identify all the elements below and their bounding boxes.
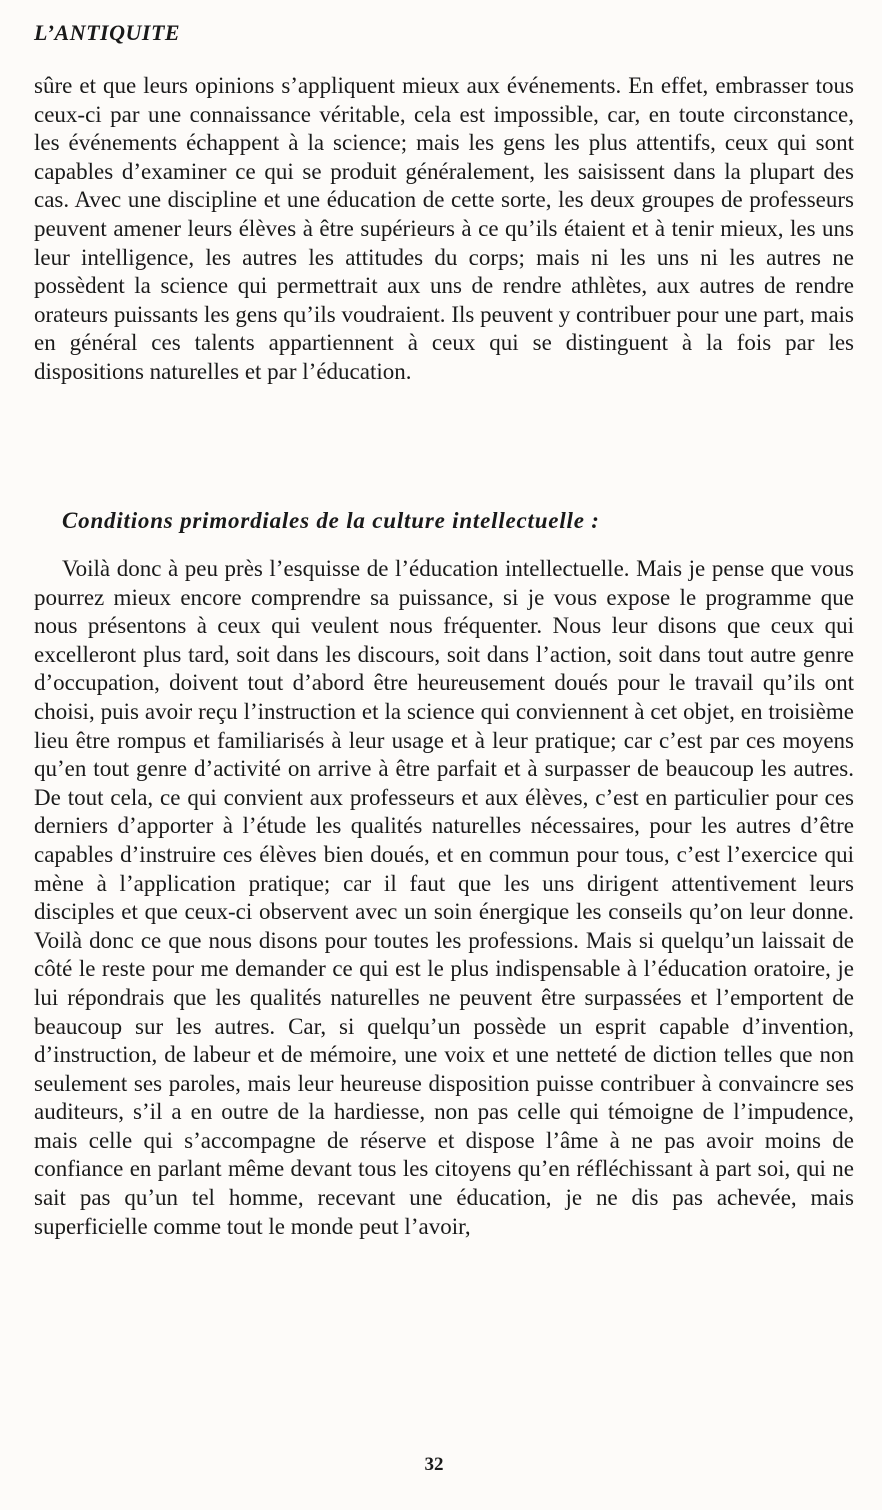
- section-heading: Conditions primordiales de la culture intellectuelle :: [62, 508, 600, 533]
- body-paragraph-1: sûre et que leurs opinions s’appliquent mieux aux événements. En effet, embrasser tous ceux-ci par une connaissance véritable, cela est impossible, car, en toute circonstance, les événements échappent à la science; mais les gens les plus attentifs, ceux qui sont capables d’examiner ce qui se produit généralement, les saisissent dans la plupart des cas. Avec une discipline et une éducation de cette sorte, les deux groupes de professeurs peuvent amener leurs élèves à être supérieurs à ce qu’ils étaient et à tenir mieux, les uns leur intelligence, les autres les attitudes du corps; mais ni les uns ni les autres ne possèdent la science qui permettrait aux uns de rendre athlètes, aux autres de rendre orateurs puissants les gens qu’ils voudraient. Ils peuvent y contribuer pour une part, mais en général ces talents appartiennent à ceux qui se distinguent à la fois par les dispositions naturelles et par l’éducation.: [34, 73, 854, 384]
- running-title: L’ANTIQUITE: [34, 20, 181, 45]
- page-number: 32: [424, 1454, 444, 1475]
- body-paragraph-2: Voilà donc à peu près l’esquisse de l’éducation intellectuelle. Mais je pense que vous pourrez mieux encore comprendre sa puissance, si je vous expose le programme que nous présentons à ceux qui veulent nous fréquenter. Nous leur disons que ceux qui excelleront plus tard, soit dans les discours, soit dans l’action, soit dans tout autre genre d’occupation, doivent tout d’abord être heureusement doués pour le travail qu’ils ont choisi, puis avoir reçu l’instruction et la science qui conviennent à cet objet, en troisième lieu être rompus et familiarisés à leur usage et à leur pratique; car c’est par ces moyens qu’en tout genre d’activité on arrive à être parfait et à surpasser de beaucoup les autres. De tout cela, ce qui convient aux professeurs et aux élèves, c’est en particulier pour ces derniers d’apporter à l’étude les qualités naturelles nécessaires, pour les autres d’être capables d’instruire ces élèves bien doués, et en commun pour tous, c’est l’exercice qui mène à l’application pratique; car il faut que les uns dirigent attentivement leurs disciples et que ceux-ci observent avec un soin énergique les conseils qu’on leur donne. Voilà donc ce que nous disons pour toutes les professions. Mais si quelqu’un laissait de côté le reste pour me demander ce qui est le plus indispensable à l’éducation oratoire, je lui répondrais que les qualités naturelles ne peuvent être surpassées et l’emportent de beaucoup sur les autres. Car, si quelqu’un possède un esprit capable d’invention, d’instruction, de labeur et de mémoire, une voix et une netteté de diction telles que non seulement ses paroles, mais leur heureuse disposition puisse contribuer à convaincre ses auditeurs, s’il a en outre de la hardiesse, non pas celle qui témoigne de l’impudence, mais celle qui s’accompagne de réserve et dispose l’âme à ne pas avoir moins de confiance en parlant même devant tous les citoyens qu’en réfléchissant à part soi, qui ne sait pas qu’un tel homme, recevant une éducation, je ne dis pas achevée, mais superficielle comme tout le monde peut l’avoir,: [34, 556, 854, 1239]
